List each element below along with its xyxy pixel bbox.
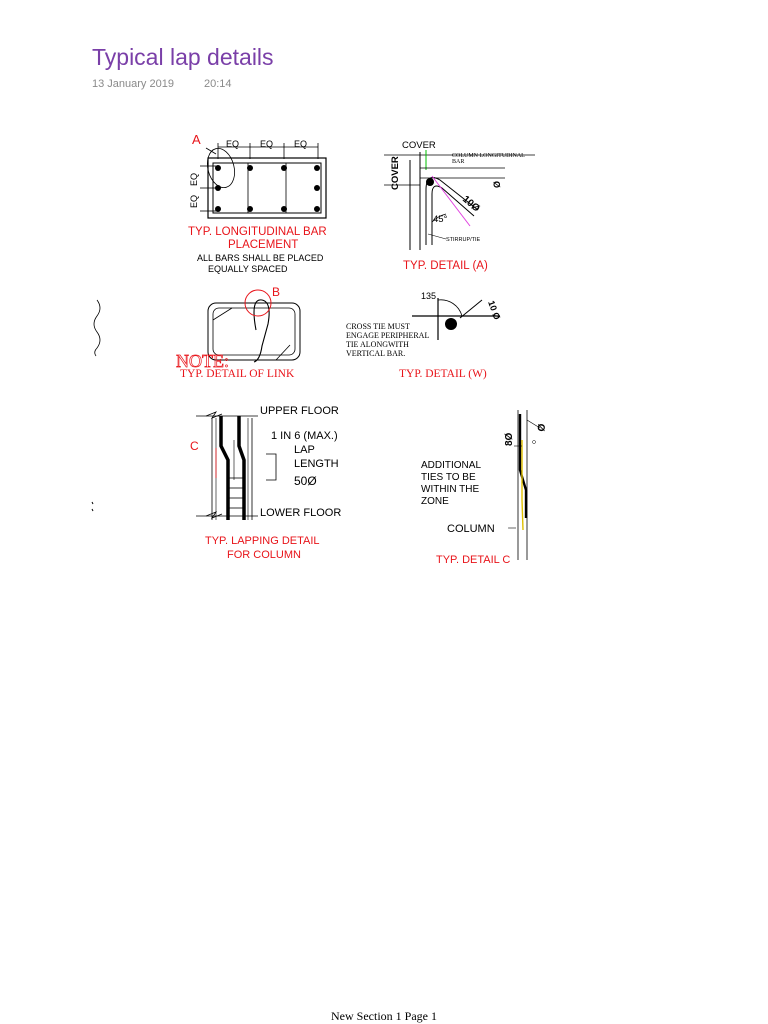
dia-c-label: Ø: [536, 422, 549, 433]
hook-length-w-label: 10 Ø: [486, 299, 503, 322]
note-c-4: ZONE: [421, 496, 449, 507]
marker-b: B: [272, 285, 281, 299]
lap-length-value: 50Ø: [294, 474, 317, 488]
caption-link: TYP. DETAIL OF LINK: [180, 368, 295, 380]
lap-label: LAP: [294, 444, 315, 456]
cranked-bar: [520, 414, 526, 518]
note-w-1: CROSS TIE MUST: [346, 322, 410, 331]
cover-top-label: COVER: [402, 140, 436, 151]
angle-label: 45°: [433, 214, 448, 225]
lap-details-drawing: [80, 120, 640, 580]
stirrup-label: STIRRUP/TIE: [446, 237, 481, 243]
angle-135-label: 135: [421, 291, 437, 301]
hook-length-label: 10Ø: [460, 193, 482, 215]
note-label: NOTE:: [176, 351, 229, 371]
cover-side-label: COVER: [390, 156, 401, 190]
bar-placement-detail: [188, 132, 327, 274]
longitudinal-bar-label: COLUMN LONGITUDINAL: [452, 153, 525, 159]
link-detail: [94, 285, 300, 380]
eq-label: EQ: [294, 139, 308, 149]
lap-bar-right: [239, 416, 244, 520]
column-section-outer: [208, 158, 326, 218]
note-c-1: ADDITIONAL: [421, 460, 482, 471]
longitudinal-bars: [215, 165, 320, 212]
caption-detail-a: TYP. DETAIL (A): [403, 260, 488, 272]
column-label: COLUMN: [447, 523, 495, 535]
caption-lapping-2: FOR COLUMN: [227, 549, 301, 561]
detail-c: [421, 410, 548, 566]
note-w-3: TIE ALONGWITH: [346, 340, 409, 349]
caption-detail-w: TYP. DETAIL (W): [399, 368, 487, 380]
eq-label: EQ: [189, 172, 199, 186]
lap-bar-left: [221, 416, 228, 520]
corner-bar: [426, 178, 434, 186]
note-bar-placement: ALL BARS SHALL BE PLACED: [197, 253, 324, 263]
page-date: 13 January 2019: [92, 78, 174, 90]
page-footer: New Section 1 Page 1: [331, 1009, 437, 1023]
page-time: 20:14: [204, 78, 232, 90]
eq-label: EQ: [260, 139, 274, 149]
lower-floor-label: LOWER FLOOR: [260, 507, 342, 519]
note-w-2: ENGAGE PERIPHERAL: [346, 331, 430, 340]
longitudinal-bar-label-2: BAR: [452, 159, 465, 165]
marker-a: A: [192, 132, 201, 147]
page-title: Typical lap details: [92, 44, 274, 70]
lapping-detail: [92, 405, 341, 561]
upper-floor-label: UPPER FLOOR: [260, 405, 339, 417]
note-c-3: WITHIN THE: [421, 484, 480, 495]
link-hook: [254, 300, 269, 362]
caption-detail-c: TYP. DETAIL C: [436, 554, 511, 566]
eq-label: EQ: [226, 139, 240, 149]
eq-label: EQ: [189, 194, 199, 208]
slope-label: 1 IN 6 (MAX.): [271, 430, 338, 442]
caption-lapping: TYP. LAPPING DETAIL: [205, 535, 320, 547]
dim-8-dia-label: 8Ø: [504, 432, 515, 446]
detail-a: [384, 140, 535, 272]
note-bar-placement-2: EQUALLY SPACED: [208, 264, 288, 274]
break-line: [94, 300, 100, 356]
note-w-4: VERTICAL BAR.: [346, 349, 406, 358]
marker-c: C: [190, 439, 199, 453]
yellow-tie-zone: [522, 440, 523, 530]
note-c-2: TIES TO BE: [421, 472, 476, 483]
caption-bar-placement: TYP. LONGITUDINAL BAR: [188, 226, 327, 238]
detail-w: [346, 291, 502, 380]
dia-label: Ø: [492, 180, 502, 188]
column-tie: [213, 163, 321, 213]
caption-bar-placement-2: PLACEMENT: [228, 239, 299, 251]
vertical-bar: [445, 318, 457, 330]
length-label: LENGTH: [294, 458, 339, 470]
